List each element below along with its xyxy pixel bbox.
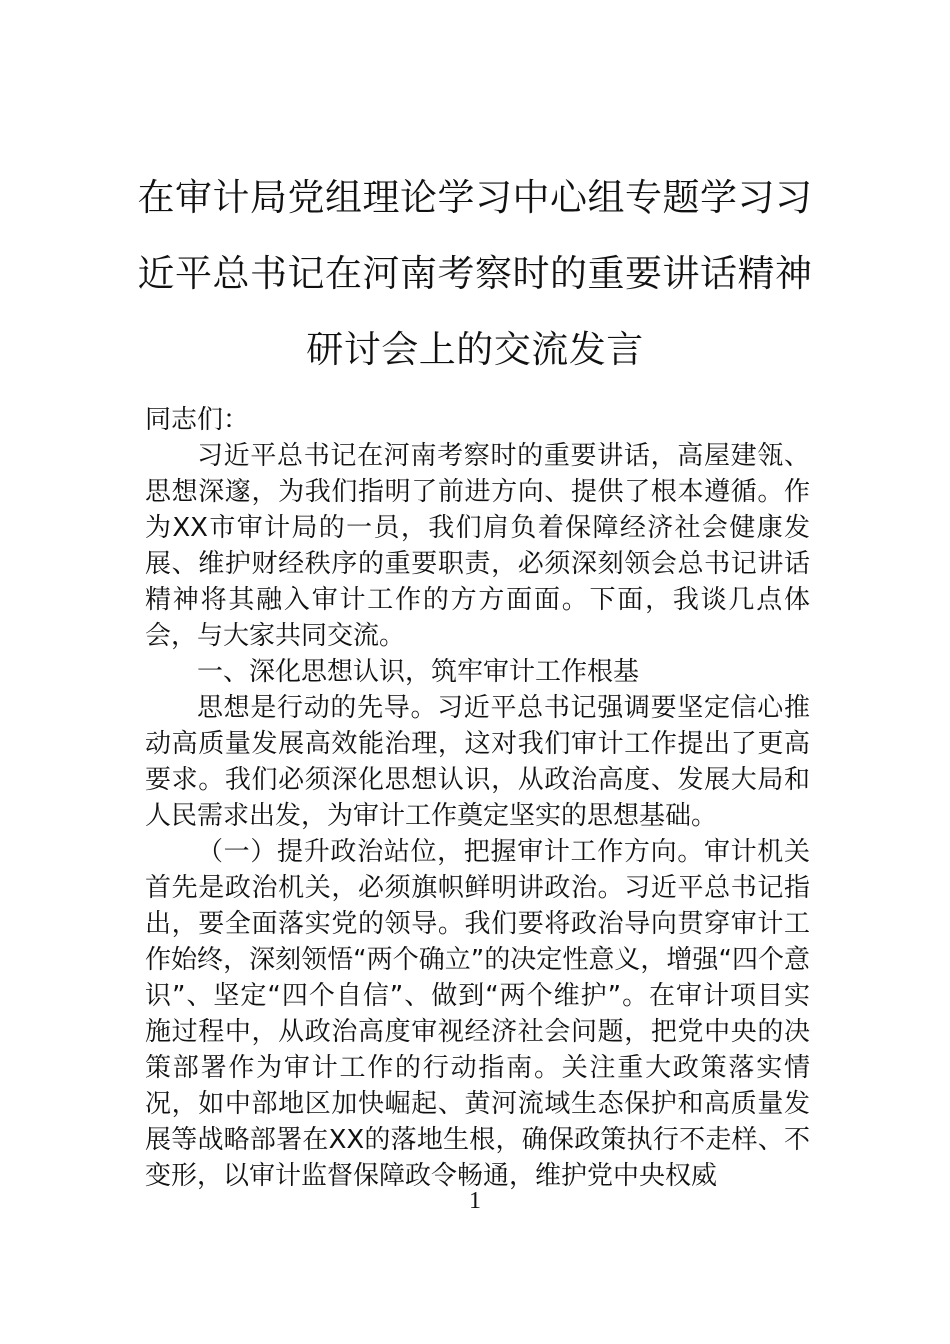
title-line-2: 近平总书记在河南考察时的重要讲话精神 [137, 252, 813, 295]
document-title [120, 160, 830, 388]
title-line-1: 在审计局党组理论学习中心组专题学习习 [137, 176, 813, 219]
document-body [145, 402, 810, 1194]
salutation: 同志们： [145, 405, 250, 435]
title-line-3: 研讨会上的交流发言 [306, 328, 644, 371]
page-number: 1 [469, 1188, 481, 1214]
section-1-paragraph: 思想是行动的先导。习近平总书记强调要坚定信心推动高质量发展高效能治理，这对我们审计工作提出了更高要求。我们必须深化思想认识，从政治高度、发展大局和人民需求出发，为审计工作奠定坚实的思想基础。 [145, 693, 810, 831]
subsection-1-paragraph: （一）提升政治站位，把握审计工作方向。审计机关首先是政治机关，必须旗帜鲜明讲政治。习近平总书记指出，要全面落实党的领导。我们要将政治导向贯穿审计工作始终，深刻领悟“两个确立”的决定性意义，增强“四个意识”、坚定“四个自信”、做到“两个维护”。在审计项目实施过程中，从政治高度审视经济社会问题，把党中央的决策部署作为审计工作的行动指南。关注重大政策落实情况，如中部地区加快崛起、黄河流域生态保护和高质量发展等战略部署在XX的落地生根，确保政策执行不走样、不变形，以审计监督保障政令畅通，维护党中央权威 [145, 837, 810, 1191]
section-heading-1: 一、深化思想认识，筑牢审计工作根基 [197, 657, 640, 687]
intro-paragraph: 习近平总书记在河南考察时的重要讲话，高屋建瓴、思想深邃，为我们指明了前进方向、提供了根本遵循。作为XX市审计局的一员，我们肩负着保障经济社会健康发展、维护财经秩序的重要职责，必须深刻领会总书记讲话精神将其融入审计工作的方方面面。下面，我谈几点体会，与大家共同交流。 [145, 441, 810, 651]
